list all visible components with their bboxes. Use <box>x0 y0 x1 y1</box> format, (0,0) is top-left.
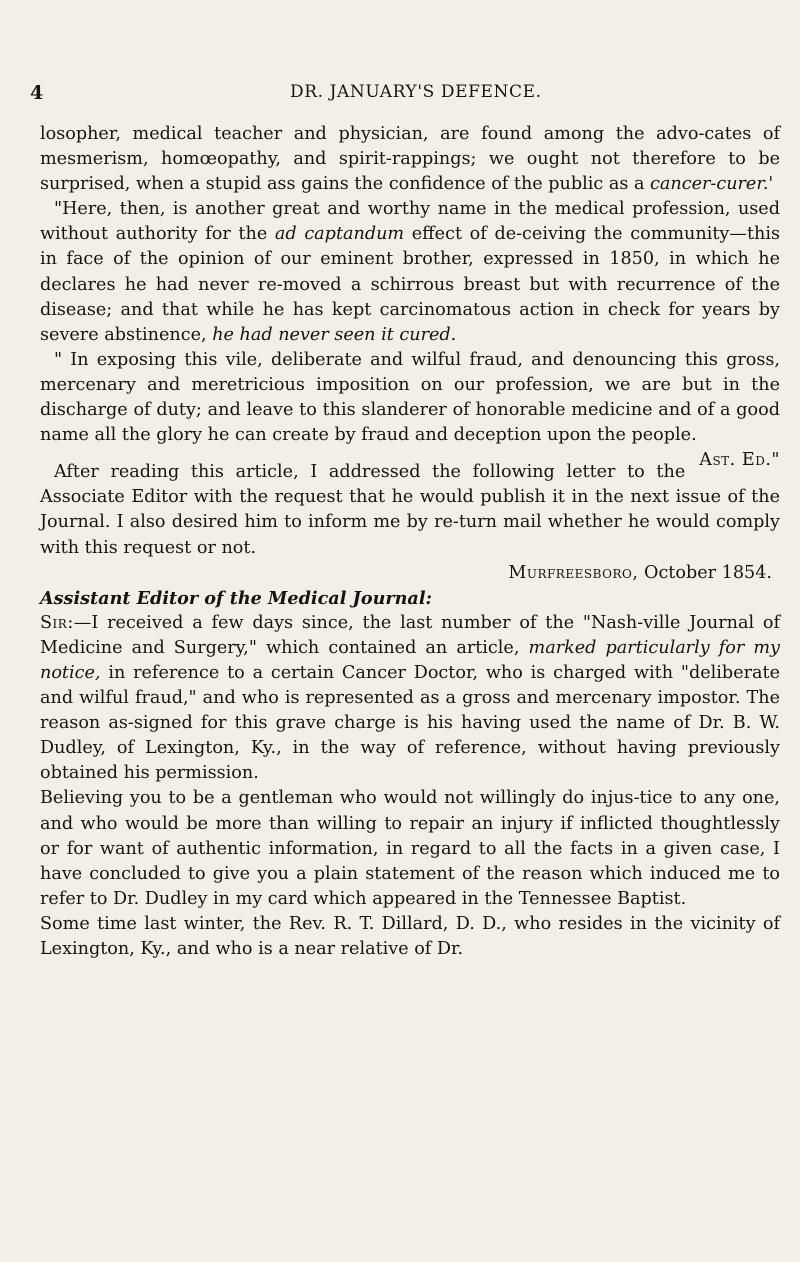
paragraph-2-italic: ad captandum <box>274 224 405 245</box>
paragraph-2 <box>40 197 780 348</box>
letter-addressee: Assistant Editor of the Medical Journal: <box>40 587 433 609</box>
running-head: DR. JANUARY'S DEFENCE. <box>290 82 542 102</box>
paragraph-2-text-mid: effect of de-ceiving the community—this in face of the opinion of our eminent brother, expressed in 1850, in which he declares he had never re-moved a schirrous breast but with recurrence of the disease; and that while he has kept carcinomatous action in check for years by severe abstinence, <box>40 224 781 345</box>
letter-paragraph-1-italic: marked particularly for my notice, <box>40 637 780 683</box>
paragraph-2-italic-end: he had never seen it cured. <box>212 324 457 345</box>
body-text <box>40 122 780 962</box>
paragraph-2-text: "Here, then, is another great and worthy name in the medical profession, used without authority for the <box>40 199 780 245</box>
paragraph-3 <box>40 348 780 471</box>
page-header <box>30 82 760 106</box>
page-number: 4 <box>30 82 44 104</box>
editor-signature: Ast. Ed." <box>699 450 780 471</box>
letter-dateline <box>40 561 780 586</box>
paragraph-3-text: " In exposing this vile, deliberate and wilful fraud, and denouncing this gross, mercenary and meretricious imposition on our profession, we are but in the discharge of duty; and leave to this slanderer of honorable medicine and of a good name all the glory he can create by fraud and deception upon the people. <box>40 349 780 446</box>
letter-place: Murfreesboro, <box>508 562 639 583</box>
letter-paragraph-1 <box>40 611 780 787</box>
paragraph-1-text-end: ' <box>768 174 774 195</box>
letter-salutation: Sir: <box>40 612 74 633</box>
letter-paragraph-1-text: —I received a few days since, the last number of the "Nash-ville Journal of Medicine and Surgery," which contained an article, <box>40 612 780 658</box>
paragraph-4-text: After reading this article, I addressed the following letter to the Associate Editor with the request that he would publish it in the next issue of the Journal. I also desired him to inform me by re-turn mail whether he would comply with this request or not. <box>40 462 780 558</box>
letter-paragraph-1-text-end: in reference to a certain Cancer Doctor, who is charged with "deliberate and wilful fraud," and who is represented as a gross and mercenary impostor. The reason as-signed for this grave charge is his having used the name of Dr. B. W. Dudley, of Lexington, Ky., in the way of reference, without having previously obtained his permission. <box>40 662 780 784</box>
paragraph-1-italic: cancer-curer. <box>650 174 769 195</box>
paragraph-4 <box>40 460 780 560</box>
paragraph-1-text: losopher, medical teacher and physician, are found among the advo-cates of mesmerism, homœopathy, and spirit-rappings; we ought not therefore to be surprised, when a stupid ass gains the confidence of the public as a <box>40 124 780 195</box>
letter-paragraph-3: Some time last winter, the Rev. R. T. Dillard, D. D., who resides in the vicinity of Lexington, Ky., and who is a near relative of Dr. <box>40 913 780 959</box>
letter-date: October 1854. <box>638 562 772 583</box>
paragraph-1 <box>40 122 780 197</box>
letter-paragraph-2: Believing you to be a gentleman who would not willingly do injus-tice to any one, and who would be more than willing to repair an injury if inflicted thoughtlessly or for want of authentic information, in regard to all the facts in a given case, I have concluded to give you a plain statement of the reason which induced me to refer to Dr. Dudley in my card which appeared in the Tennessee Baptist. <box>40 788 780 909</box>
